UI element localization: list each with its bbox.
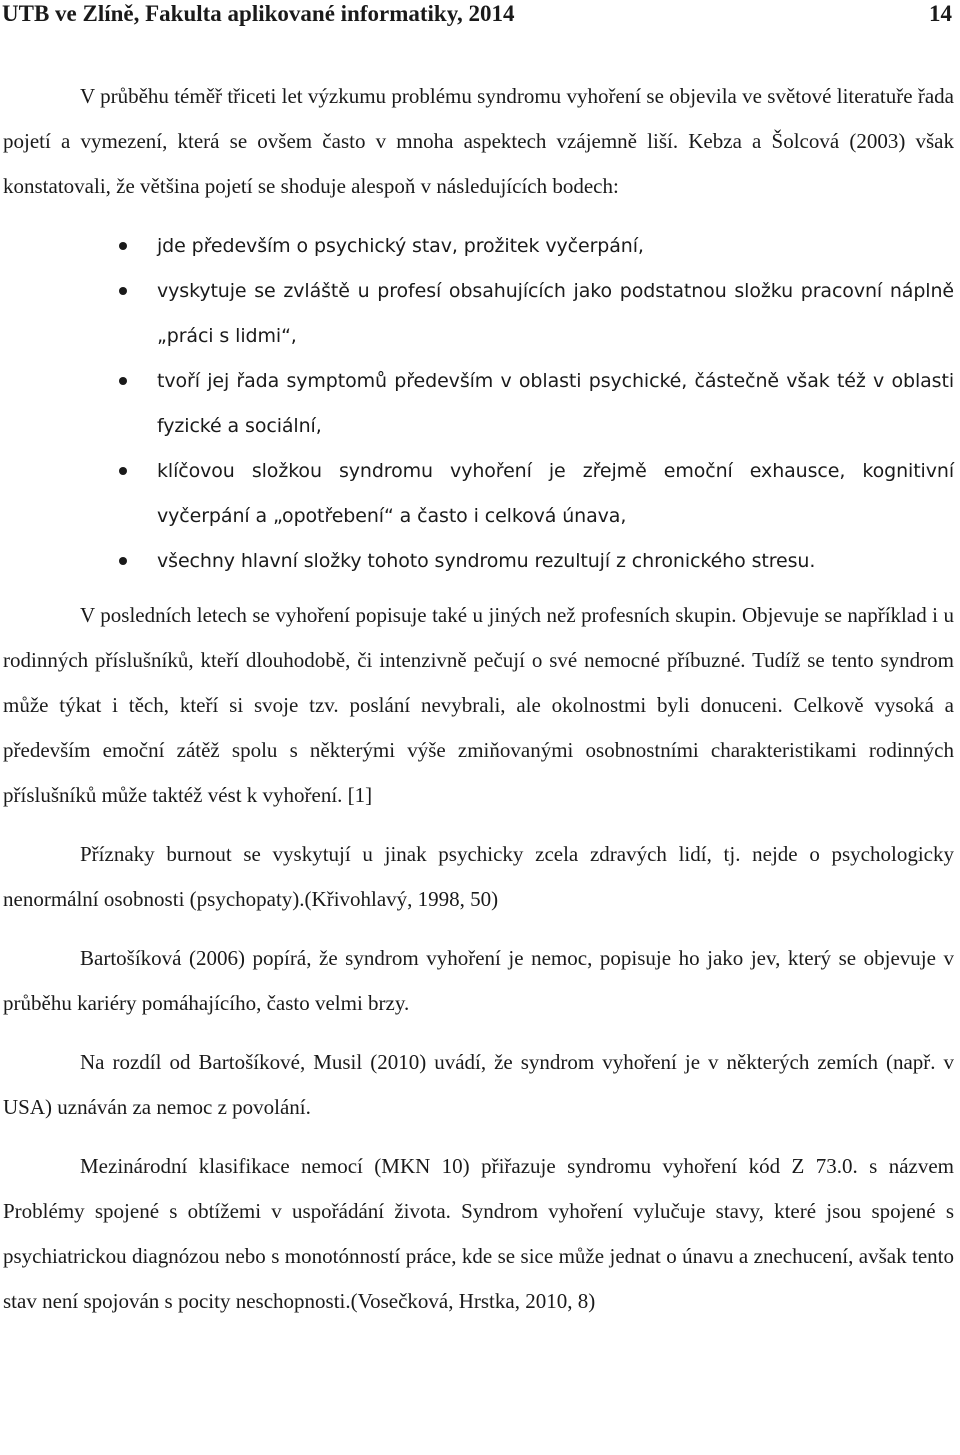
paragraph-musil: Na rozdíl od Bartošíkové, Musil (2010) uvádí, že syndrom vyhoření je v některých zemích (např. v USA) uznáván za nemoc z povolání. xyxy=(3,1050,954,1119)
bullet-text: tvoří jej řada symptomů především v oblasti psychické, částečně však též v oblasti fyzické a sociální, xyxy=(157,370,954,437)
bullet-item xyxy=(3,449,954,539)
header-title: UTB ve Zlíně, Fakulta aplikované informatiky, 2014 xyxy=(2,1,515,26)
bullet-item xyxy=(3,224,954,269)
paragraph-mkn: Mezinárodní klasifikace nemocí (MKN 10) přiřazuje syndromu vyhoření kód Z 73.0. s názvem Problémy spojené s obtížemi v uspořádání života. Syndrom vyhoření vylučuje stavy, které jsou spojené s psychiatrickou diagnózou nebo s monotónností práce, kde se sice může jednat o únavu a znechucení, avšak tento stav není spojován s pocity neschopnosti.(Vosečková, Hrstka, 2010, 8) xyxy=(3,1154,954,1313)
paragraph-family-caregivers: V posledních letech se vyhoření popisuje také u jiných než profesních skupin. Objevuje se například i u rodinných příslušníků, kteří dlouhodobě, či intenzivně pečují o své nemocné příbuzné. Tudíž se tento syndrom může týkat i těch, kteří si svoje tzv. poslání nevybrali, ale okolnostmi byli donuceni. Celkově vysoká a především emoční zátěž spolu s některými výše zmiňovanými osobnostními charakteristikami rodinných příslušníků může taktéž vést k vyhoření. [1] xyxy=(3,603,954,807)
paragraph-symptoms: Příznaky burnout se vyskytují u jinak psychicky zcela zdravých lidí, tj. nejde o psychologicky nenormální osobnosti (psychopaty).(Křivohlavý, 1998, 50) xyxy=(3,842,954,911)
bullet-icon xyxy=(119,557,127,565)
bullet-text: klíčovou složkou syndromu vyhoření je zřejmě emoční exhausce, kognitivní vyčerpání a „opotřebení“ a často i celková únava, xyxy=(157,460,954,527)
page-number: 14 xyxy=(929,1,952,26)
paragraph-bartosikova: Bartošíková (2006) popírá, že syndrom vyhoření je nemoc, popisuje ho jako jev, který se objevuje v průběhu kariéry pomáhajícího, často velmi brzy. xyxy=(3,946,954,1015)
bullet-icon xyxy=(119,467,127,475)
bullet-text: vyskytuje se zvláště u profesí obsahujících jako podstatnou složku pracovní náplně „práci s lidmi“, xyxy=(157,280,954,347)
intro-paragraph: V průběhu téměř třiceti let výzkumu problému syndromu vyhoření se objevila ve světové literatuře řada pojetí a vymezení, která se ovšem často v mnoha aspektech vzájemně liší. Kebza a Šolcová (2003) však konstatovali, že většina pojetí se shoduje alespoň v následujících bodech: xyxy=(3,84,954,198)
bullet-item xyxy=(3,539,954,584)
document-body xyxy=(3,74,954,1324)
bullet-icon xyxy=(119,287,127,295)
bullet-text: všechny hlavní složky tohoto syndromu rezultují z chronického stresu. xyxy=(157,550,816,572)
page-header xyxy=(0,0,956,34)
bullet-icon xyxy=(119,377,127,385)
bullet-item xyxy=(3,269,954,359)
bullet-text: jde především o psychický stav, prožitek vyčerpání, xyxy=(157,235,644,257)
bullet-icon xyxy=(119,242,127,250)
bullet-list xyxy=(3,224,954,584)
bullet-item xyxy=(3,359,954,449)
